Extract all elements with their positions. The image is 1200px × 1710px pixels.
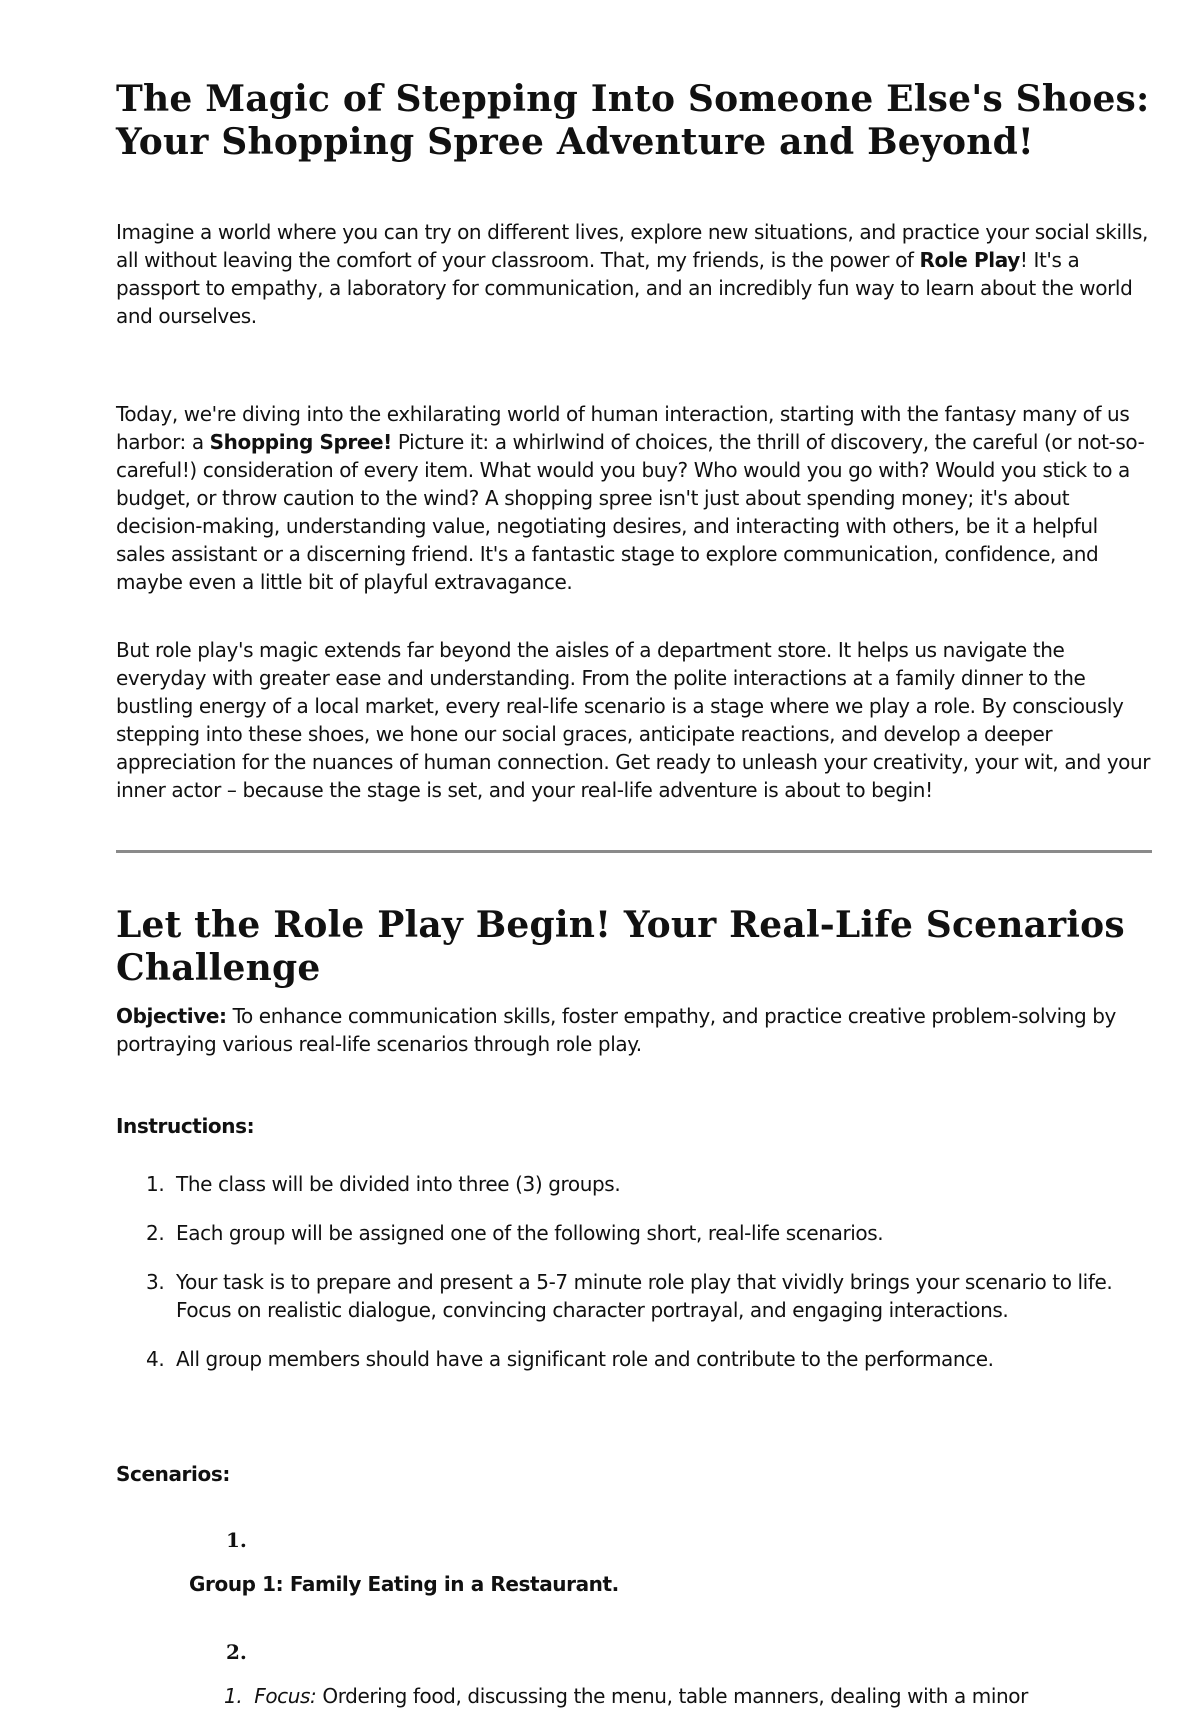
objective-paragraph: Objective: To enhance communication skills, foster empathy, and practice creative problem-solving by portraying various real-life scenarios through role play. [116,1004,1116,1056]
challenge-title: Let the Role Play Begin! Your Real-Life Scenarios Challenge [116,904,1125,989]
list-item: 2. Each group will be assigned one of the following short, real-life scenarios. [146,1221,884,1245]
focus-line: 1. Focus: Ordering food, discussing the menu, table manners, dealing with a minor [224,1684,1028,1708]
main-title: The Magic of Stepping Into Someone Else's Shoes: Your Shopping Spree Adventure and Beyond! [116,78,1150,163]
intro-paragraph-2: Today, we're diving into the exhilarating world of human interaction, starting with the fantasy many of us harbor: a Shopping Spree! Picture it: a whirlwind of choices, the thrill of discovery, the careful (or not-so-careful!) consideration of every item. What would you buy? Who would you go with? Would you stick to a budget, or throw caution to the wind? A shopping spree isn't just about spending money; it's about decision-making, understanding value, negotiating desires, and interacting with others, be it a helpful sales assistant or a discerning friend. It's a fantastic stage to explore communication, confidence, and maybe even a little bit of playful extravagance. [116,402,1145,594]
objective-label: Objective: [116,1004,227,1028]
scenario-number-1: 1. [226,1528,247,1552]
scenarios-heading: Scenarios: [116,1462,230,1486]
intro-paragraph-3: But role play's magic extends far beyond the aisles of a department store. It helps us navigate the everyday with greater ease and understanding. From the polite interactions at a family dinner to the bustling energy of a local market, every real-life scenario is a stage where we play a role. By consciously stepping into these shoes, we hone our social graces, anticipate reactions, and develop a deeper appreciation for the nuances of human connection. Get ready to unleash your creativity, your wit, and your inner actor – because the stage is set, and your real-life adventure is about to begin! [116,638,1151,802]
horizontal-divider [116,850,1152,853]
focus-label: Focus: [254,1684,317,1708]
list-item: 4. All group members should have a significant role and contribute to the performance. [146,1347,994,1371]
list-item: 1. The class will be divided into three (3) groups. [146,1172,621,1196]
group-1-title: Group 1: Family Eating in a Restaurant. [189,1572,619,1596]
instructions-heading: Instructions: [116,1114,255,1138]
scenario-number-2: 2. [226,1640,247,1664]
instructions-list [146,1170,1152,1394]
intro-paragraph-1: Imagine a world where you can try on different lives, explore new situations, and practice your social skills, all without leaving the comfort of your classroom. That, my friends, is the power of Role Play! It's a passport to empathy, a laboratory for communication, and an incredibly fun way to learn about the world and ourselves. [116,220,1148,328]
shopping-spree-bold: Shopping Spree! [209,430,392,454]
role-play-bold: Role Play [919,248,1020,272]
list-item: 3. Your task is to prepare and present a 5-7 minute role play that vividly brings your scenario to life. Focus on realistic dialogue, convincing character portrayal, and engaging interactions. [146,1270,1113,1322]
